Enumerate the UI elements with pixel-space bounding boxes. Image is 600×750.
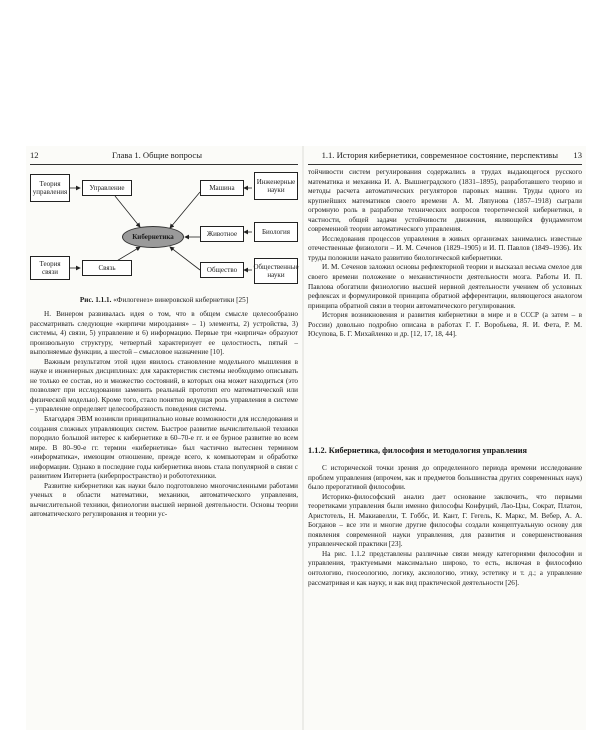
cybernetics-phylogeny-diagram bbox=[30, 170, 298, 290]
box-animal: Животное bbox=[200, 226, 244, 242]
box-social-sciences: Общественные науки bbox=[254, 258, 298, 284]
box-biology: Биология bbox=[254, 222, 298, 242]
box-control-theory: Теория управления bbox=[30, 174, 70, 202]
right-body-text-bottom bbox=[308, 464, 582, 588]
left-paragraph: Н. Винером развивалась идея о том, что в общем смысле целесообразно рассматривать следующие «кирпичи мироздания» – 1) элементы, 2) устройства, 3) системы, 4) связи, 5) управление и 6) информацию. Первые три «кирпича» образуют произвольную структуру, четвертый характеризует ее целостность, пятый – выполняемые функции, а шестой – смысловое назначение [10]. bbox=[30, 310, 298, 357]
box-machine: Машина bbox=[200, 180, 244, 196]
left-page-number: 12 bbox=[30, 150, 39, 160]
right-page bbox=[304, 146, 586, 730]
figure-caption bbox=[30, 296, 298, 304]
left-page bbox=[26, 146, 302, 730]
right-paragraph: С исторической точки зрения до определенного периода времени исследование проблем управления (впрочем, как и предметов большинства других современных наук) было прерогативой философии. bbox=[308, 464, 582, 492]
left-body-text bbox=[30, 310, 298, 520]
box-communication: Связь bbox=[82, 260, 132, 276]
right-section-title: 1.1. История кибернетики, современное состояние, перспективы bbox=[321, 150, 558, 160]
section-heading: 1.1.2. Кибернетика, философия и методология управления bbox=[308, 446, 528, 455]
left-chapter-title: Глава 1. Общие вопросы bbox=[112, 150, 202, 160]
box-communication-theory: Теория связи bbox=[30, 256, 70, 280]
figure-caption-text: «Филогенез» винеровской кибернетики [25] bbox=[113, 296, 249, 304]
right-paragraph: И. М. Сеченов заложил основы рефлекторной теории и высказал весьма смелое для своего времени положение о механистичности деятельности мозга. Работы И. П. Павлова обогатили физиологию высшей нервной деятельности учением об условных рефлексах и формулировкой принципа обратной афферентации, являющегося аналогом принципа обратной связи в теории автоматического регулирования. bbox=[308, 263, 582, 310]
right-paragraph: История возникновения и развития кибернетики в мире и в СССР (а затем – в России) довольно подробно описана в работах Г. Г. Воробьева, Я. И. Фета, Р. М. Юсупова, Б. Г. Михайленко и др. [12, 17, 18, 44]. bbox=[308, 311, 582, 339]
figure-caption-label: Рис. 1.1.1. bbox=[79, 296, 112, 304]
right-paragraph: На рис. 1.1.2 представлены различные связи между категориями философии и управления, трактуемыми максимально широко, то есть, включая в философию онтологию, гносеологию, логику, аксиологию, этику, эстетику и т. д.; а управление рассматривая и как науку, и как вид практической деятельности [26]. bbox=[308, 549, 582, 587]
right-paragraph: Исследования процессов управления в живых организмах занимались известные отечественные физиологи – И. М. Сеченов (1829–1905) и И. П. Павлов (1849–1936). Их труды положили начало развитию биологической кибернетики. bbox=[308, 234, 582, 262]
left-paragraph: Развитие кибернетики как науки было подготовлено многочисленными работами ученых в области математики, механики, автоматического управления, вычислительной техники, физиологии высшей нервной деятельности. Основы теории автоматического регулирования и теории ус- bbox=[30, 481, 298, 519]
box-control: Управление bbox=[82, 180, 132, 196]
box-engineering-sciences: Инженерные науки bbox=[254, 172, 298, 200]
left-paragraph: Важным результатом этой идеи явилось становление модельного мышления в науке и инженерных дисциплинах: для характеристик системы необходимо описывать не только ее состав, но и множество состояний, в которых она может находиться (это позволяет при исследовании заменить реальный прототип его математической или физической моделью). Кроме того, стало понятно ведущая роль управления в системе – управление определяет целесообразность поведения системы. bbox=[30, 357, 298, 414]
left-paragraph: Благодаря ЭВМ возникли принципиально новые возможности для исследования и создания сложных управляющих систем. Быстрое развитие вычислительной техники породило большой интерес к кибернетике в 60–70-е гг. и ее бурное развитие во всем мире. В 80–90-е гг. термин «кибернетика» был частично вытеснен термином «информатика», имеющим отношение, прежде всего, к компьютерам и обработке информации. Однако в последние годы кибернетика вновь стала популярной в связи с развитием Интернета (киберпространство) и робототехники. bbox=[30, 415, 298, 481]
right-paragraph: Историко-философский анализ дает основание заключить, что первыми теоретиками управления были именно философы Конфуций, Лао-Цзы, Сократ, Платон, Аристотель, Н. Макиавелли, Т. Гоббс, И. Кант, Г. Гегель, К. Маркс, М. Вебер, А. А. Богданов – все эти и многие другие философы создали концептуальную основу для появления современной науки управления, для развития и совершенствования управленческой практики [23]. bbox=[308, 492, 582, 549]
right-running-head bbox=[308, 150, 582, 165]
right-body-text-top bbox=[308, 168, 582, 340]
box-society: Общество bbox=[200, 262, 244, 278]
right-page-number: 13 bbox=[573, 150, 582, 160]
left-running-head bbox=[30, 150, 298, 165]
right-paragraph: тойчивости систем регулирования содержались в трудах выдающегося русского математика и механика И. А. Вышнеградского (1831–1895), разработавшего теорию и методы расчета автоматических регуляторов паровых машин. Труды одного из крупнейших математиков своего времени А. М. Ляпунова (1857–1918) сыграли огромную роль в разработке технических вопросов теоретической кибернетики, в частности, общей задачи устойчивости движения, являющейся фундаментом современной теории автоматического управления. bbox=[308, 168, 582, 234]
cybernetics-node: Кибернетика bbox=[122, 226, 184, 248]
